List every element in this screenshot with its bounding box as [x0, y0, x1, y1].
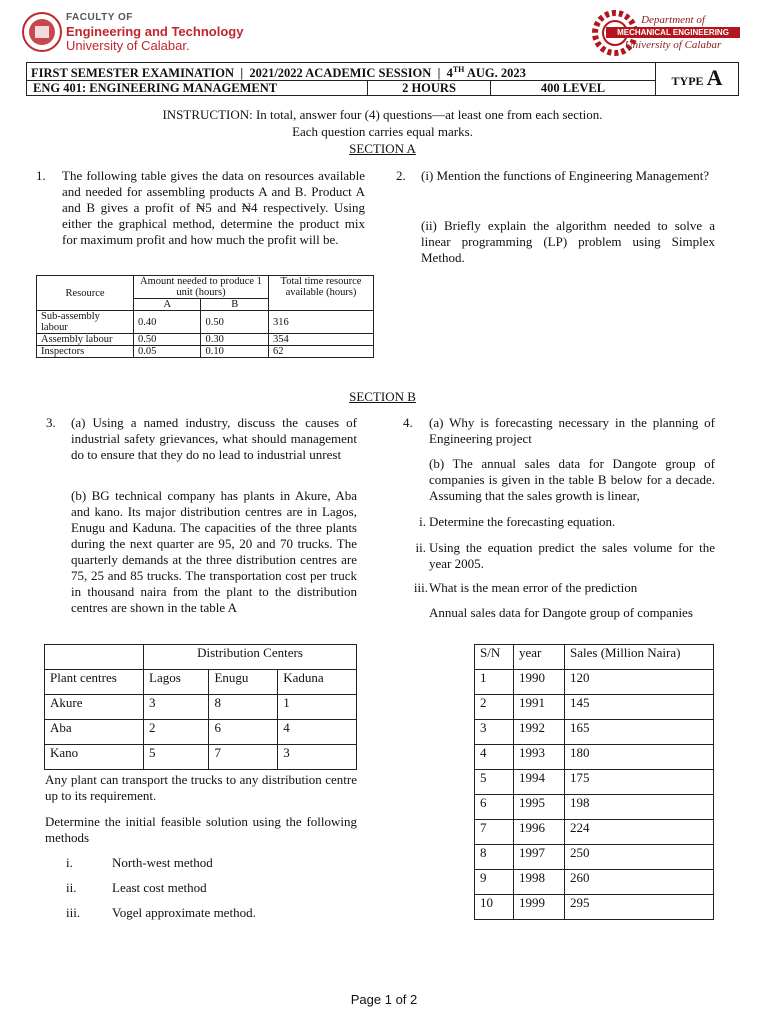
q3-method-num: ii. — [66, 880, 77, 895]
q3-transport-table — [44, 644, 357, 770]
q3-method-text: Least cost method — [112, 880, 207, 895]
q4-part-b: (b) The annual sales data for Dangote group of companies is given in the table B below for a decade. Assuming that the sales growth is linear, — [429, 456, 715, 503]
faculty-logo — [22, 12, 62, 52]
q4-table-title: Annual sales data for Dangote group of companies — [429, 605, 693, 620]
q3-part-b: (b) BG technical company has plants in Akure, Aba and kano. Its major distribution centres are in Lagos, Enugu and Kaduna. The capacities of the three plants during the next quarter are 95, 20 and 70 trucks. The quarterly demands at the three distribution centres are 75, 25 and 85 trucks. The transportation cost per truck in thousand naira from the plant to the distribution centres are shown in the table A — [71, 488, 357, 615]
level: 400 LEVEL — [540, 81, 606, 96]
q4-item-num: i. — [419, 514, 426, 529]
page-number: Page 1 of 2 — [350, 992, 418, 1007]
dept-line1: Department of — [641, 14, 705, 26]
q3-method-num: i. — [66, 855, 73, 870]
dept-line3: University of Calabar — [624, 39, 722, 51]
table-header: Lagos — [144, 670, 209, 695]
q3-number: 3. — [46, 415, 56, 430]
department-name-block — [606, 14, 740, 51]
q3-method-num: iii. — [66, 905, 81, 920]
table-row: 7 1996 224 — [475, 820, 714, 845]
q2-part2: (ii) Briefly explain the algorithm needed to solve a linear programming (LP) problem using Simplex Method. — [421, 218, 715, 265]
faculty-line1: FACULTY OF — [66, 12, 133, 23]
table-row: Sub-assembly labour 0.40 0.50 316 — [37, 311, 374, 334]
type-badge: TYPE A — [656, 63, 739, 96]
table-row: Assembly labour 0.50 0.30 354 — [37, 334, 374, 346]
q4-item-num: ii. — [415, 540, 426, 555]
table-row: Akure 3 8 1 — [45, 695, 357, 720]
exam-title: FIRST SEMESTER EXAMINATION — [31, 66, 235, 81]
table-header: A — [134, 299, 201, 311]
session: 2021/2022 ACADEMIC SESSION — [249, 66, 432, 81]
q4-part-a: (a) Why is forecasting necessary in the planning of Engineering project — [429, 415, 715, 446]
table-header: Amount needed to produce 1 unit (hours) — [134, 276, 269, 299]
q4-number: 4. — [403, 415, 413, 430]
table-row: Aba 2 6 4 — [45, 720, 357, 745]
exam-header-table: FIRST SEMESTER EXAMINATION | 2021/2022 ACADEMIC SESSION | 4TH AUG. 2023 TYPE A ENG 401: ENGINEERING MANAGEMENT 2 HOURS 400 LEVEL — [26, 62, 739, 96]
section-a-heading: SECTION A — [349, 141, 416, 156]
instruction-block — [26, 106, 739, 157]
table-header: Total time resource available (hours) — [269, 276, 374, 311]
q4-item-text: Using the equation predict the sales volume for the year 2005. — [429, 540, 715, 571]
table-header: year — [514, 645, 565, 670]
course-title: ENG 401: ENGINEERING MANAGEMENT — [27, 81, 368, 95]
table-row: 6 1995 198 — [475, 795, 714, 820]
table-row: Inspectors 0.05 0.10 62 — [37, 346, 374, 358]
faculty-line3: University of Calabar. — [66, 38, 190, 53]
faculty-name-block — [66, 11, 243, 53]
table-header: B — [201, 299, 269, 311]
q3-part-a: (a) Using a named industry, discuss the causes of industrial safety grievances, what should management do to ensure that they do no lead to industrial unrest — [71, 415, 357, 462]
table-row: 10 1999 295 — [475, 895, 714, 920]
faculty-line2: Engineering and Technology — [66, 24, 244, 39]
q2-part1: (i) Mention the functions of Engineering Management? — [421, 168, 710, 183]
instruction-line2: Each question carries equal marks. — [292, 124, 473, 139]
dept-line2: MECHANICAL ENGINEERING — [606, 27, 740, 38]
table-header: Sales (Million Naira) — [565, 645, 714, 670]
table-row: 1 1990 120 — [475, 670, 714, 695]
q3-after-table: Any plant can transport the trucks to any distribution centre up to its requirement. — [45, 772, 357, 803]
table-row: 5 1994 175 — [475, 770, 714, 795]
q4-item-text: What is the mean error of the prediction — [429, 580, 638, 595]
table-row: 8 1997 250 — [475, 845, 714, 870]
table-row: Kano 5 7 3 — [45, 745, 357, 770]
table-header: Resource — [37, 276, 134, 311]
table-row: 3 1992 165 — [475, 720, 714, 745]
table-header: Plant centres — [45, 670, 144, 695]
instruction-line1: INSTRUCTION: In total, answer four (4) questions—at least one from each section. — [162, 107, 603, 122]
duration: 2 HOURS — [368, 81, 491, 95]
q3-determine: Determine the initial feasible solution using the following methods — [45, 814, 357, 845]
q1-resource-table — [36, 275, 374, 358]
table-header: Distribution Centers — [144, 645, 357, 670]
exam-date: 4TH AUG. 2023 — [446, 65, 526, 81]
q4-sales-table — [474, 644, 714, 920]
section-b-heading: SECTION B — [349, 389, 416, 404]
q1-text: The following table gives the data on resources available and needed for assembling products A and B. Product A and B gives a profit of ₦5 and ₦4 respectively. Using either the graphical method, determine the product mix for maximum profit and how much the profit will be. — [62, 168, 365, 247]
table-header: Kaduna — [278, 670, 357, 695]
table-row: 4 1993 180 — [475, 745, 714, 770]
q3-method-text: Vogel approximate method. — [112, 905, 256, 920]
q1-number: 1. — [36, 168, 46, 183]
q4-item-text: Determine the forecasting equation. — [429, 514, 616, 529]
table-header: Enugu — [209, 670, 278, 695]
q4-item-num: iii. — [413, 580, 428, 595]
table-header: S/N — [475, 645, 514, 670]
q3-method-text: North-west method — [112, 855, 213, 870]
table-row: 9 1998 260 — [475, 870, 714, 895]
q2-number: 2. — [396, 168, 406, 183]
table-row: 2 1991 145 — [475, 695, 714, 720]
